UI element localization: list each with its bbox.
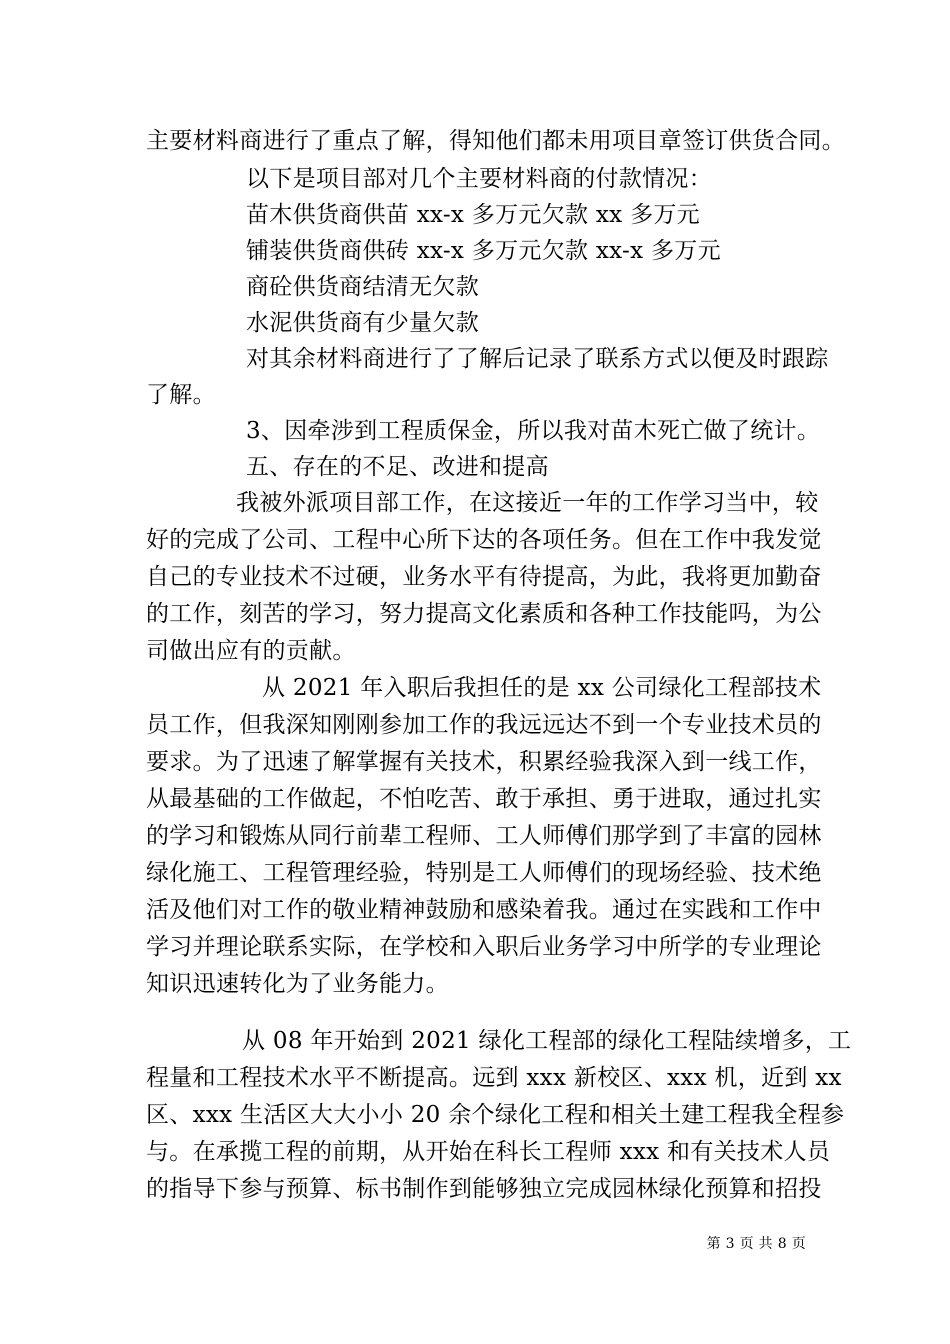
text-line: 对其余材料商进行了了解后记录了联系方式以便及时跟踪 bbox=[246, 346, 829, 372]
text-line: 活及他们对工作的敬业精神鼓励和感染着我。通过在实践和工作中 bbox=[146, 897, 822, 923]
text-line: 从最基础的工作做起，不怕吃苦、敢于承担、勇于进取，通过扎实 bbox=[146, 786, 822, 812]
text-line: 司做出应有的贡献。 bbox=[146, 638, 356, 664]
text-line: 铺装供货商供砖 xx-x 多万元欠款 xx-x 多万元 bbox=[246, 238, 721, 264]
text-line: 的工作，刻苦的学习，努力提高文化素质和各种工作技能吗，为公 bbox=[146, 601, 822, 627]
text-line: 程量和工程技术水平不断提高。远到 xxx 新校区、xxx 机，近到 xx bbox=[146, 1065, 842, 1091]
text-line: 从 2021 年入职后我担任的是 xx 公司绿化工程部技术 bbox=[262, 675, 822, 701]
text-line: 与。在承揽工程的前期，从开始在科长工程师 xxx 和有关技术人员 bbox=[146, 1139, 831, 1165]
text-line: 知识迅速转化为了业务能力。 bbox=[146, 971, 449, 997]
text-line: 的指导下参与预算、标书制作到能够独立完成园林绿化预算和招投 bbox=[146, 1176, 822, 1202]
text-line: 的学习和锻炼从同行前辈工程师、工人师傅们那学到了丰富的园林 bbox=[146, 823, 822, 849]
text-line: 主要材料商进行了重点了解，得知他们都未用项目章签订供货合同。 bbox=[146, 128, 845, 154]
section-heading: 五、存在的不足、改进和提高 bbox=[246, 454, 549, 480]
text-line: 我被外派项目部工作，在这接近一年的工作学习当中，较 bbox=[236, 490, 819, 516]
text-line: 要求。为了迅速了解掌握有关技术，积累经验我深入到一线工作， bbox=[146, 749, 822, 775]
text-line: 苗木供货商供苗 xx-x 多万元欠款 xx 多万元 bbox=[246, 202, 700, 228]
text-line: 绿化施工、工程管理经验，特别是工人师傅们的现场经验、技术绝 bbox=[146, 860, 822, 886]
text-line: 自己的专业技术不过硬，业务水平有待提高，为此，我将更加勤奋 bbox=[146, 564, 822, 590]
text-line: 员工作，但我深知刚刚参加工作的我远远达不到一个专业技术员的 bbox=[146, 712, 822, 738]
text-line: 3、因牵涉到工程质保金，所以我对苗木死亡做了统计。 bbox=[246, 418, 821, 444]
text-line: 以下是项目部对几个主要材料商的付款情况： bbox=[246, 166, 712, 192]
text-line: 好的完成了公司、工程中心所下达的各项任务。但在工作中我发觉 bbox=[146, 527, 822, 553]
text-line: 从 08 年开始到 2021 绿化工程部的绿化工程陆续增多，工 bbox=[242, 1028, 852, 1054]
text-line: 水泥供货商有少量欠款 bbox=[246, 310, 479, 336]
text-line: 学习并理论联系实际，在学校和入职后业务学习中所学的专业理论 bbox=[146, 934, 822, 960]
text-line: 商砼供货商结清无欠款 bbox=[246, 274, 479, 300]
text-line: 了解。 bbox=[146, 382, 216, 408]
page-number: 第 3 页 共 8 页 bbox=[706, 1236, 806, 1252]
text-line: 区、xxx 生活区大大小小 20 余个绿化工程和相关土建工程我全程参 bbox=[146, 1102, 845, 1128]
